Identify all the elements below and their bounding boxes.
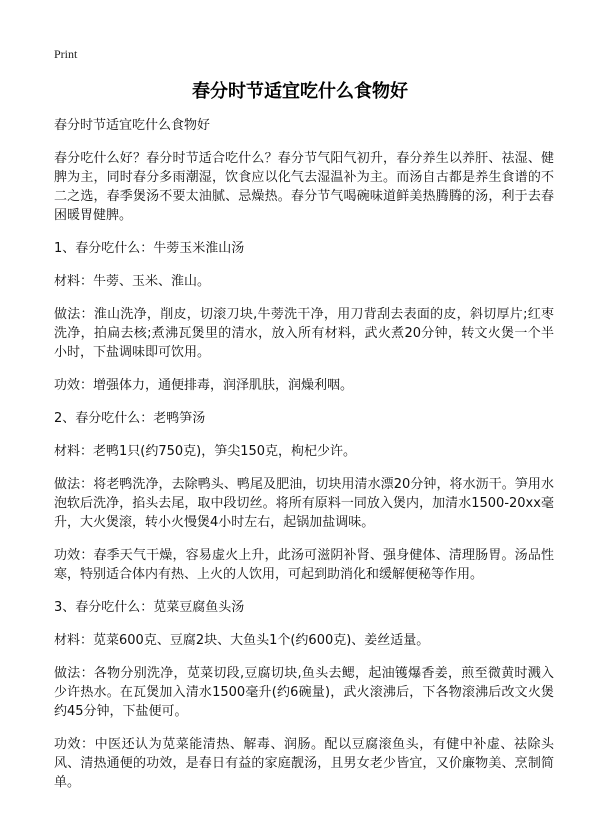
recipe-1-effect: 功效：增强体力，通便排毒，润泽肌肤，润燥利咽。 [54,378,354,393]
recipe-2-ingredients: 材料：老鸭1只(约750克)，笋尖150克，枸杞少许。 [54,444,357,459]
recipe-3-heading: 3、春分吃什么：苋菜豆腐鱼头汤 [54,600,245,615]
recipe-2-effect: 功效：春季天气干燥，容易虚火上升，此汤可滋阴补肾、强身健体、清理肠胃。汤品性寒，特别适合体内有热、上火的人饮用，可起到助消化和缓解便秘等作用。 [54,548,554,582]
page-title: 春分时节适宜吃什么食物好 [192,81,408,102]
recipe-3-ingredients: 材料：苋菜600克、豆腐2块、大鱼头1个(约600克)、姜丝适量。 [54,633,430,648]
article-body [54,116,554,806]
recipe-1-ingredients: 材料：牛蒡、玉米、淮山。 [54,274,211,289]
recipe-3-effect: 功效：中医还认为苋菜能清热、解毒、润肠。配以豆腐滚鱼头，有健中补虚、祛除头风、清热通便的功效，是春日有益的家庭靓汤，且男女老少皆宜，又价廉物美、烹制简单。 [54,737,554,790]
recipe-2-heading: 2、春分吃什么：老鸭笋汤 [54,411,206,426]
recipe-2-method: 做法：将老鸭洗净，去除鸭头、鸭尾及肥油，切块用清水漂20分钟，将水沥干。笋用水泡软后洗净，掐头去尾，取中段切丝。将所有原料一同放入煲内，加清水1500-20xx毫升，大火煲滚，转小火慢煲4小时左右，起锅加盐调味。 [54,477,554,530]
recipe-1-method: 做法：淮山洗净，削皮，切滚刀块,牛蒡洗干净，用刀背刮去表面的皮，斜切厚片;红枣洗净，拍扁去核;煮沸瓦煲里的清水，放入所有材料，武火煮20分钟，转文火煲一个半小时，下盐调味即可饮用。 [54,307,554,360]
recipe-1-heading: 1、春分吃什么：牛蒡玉米淮山汤 [54,241,245,256]
recipe-3-method: 做法：各物分别洗净，苋菜切段,豆腐切块,鱼头去鳃，起油镬爆香姜，煎至微黄时溅入少许热水。在瓦煲加入清水1500毫升(约6碗量)，武火滚沸后，下各物滚沸后改文火煲约45分钟，下盐便可。 [54,666,554,719]
print-link[interactable]: Print [54,47,78,61]
intro-paragraph: 春分吃什么好？春分时节适合吃什么？春分节气阳气初升，春分养生以养肝、祛湿、健脾为主，同时春分多雨潮湿，饮食应以化气去湿温补为主。而汤自古都是养生食谱的不二之选，春季煲汤不要太油腻、忌燥热。春分节气喝碗味道鲜美热腾腾的汤，利于去春困暖胃健脾。 [54,151,554,223]
article-subtitle: 春分时节适宜吃什么食物好 [54,118,211,133]
